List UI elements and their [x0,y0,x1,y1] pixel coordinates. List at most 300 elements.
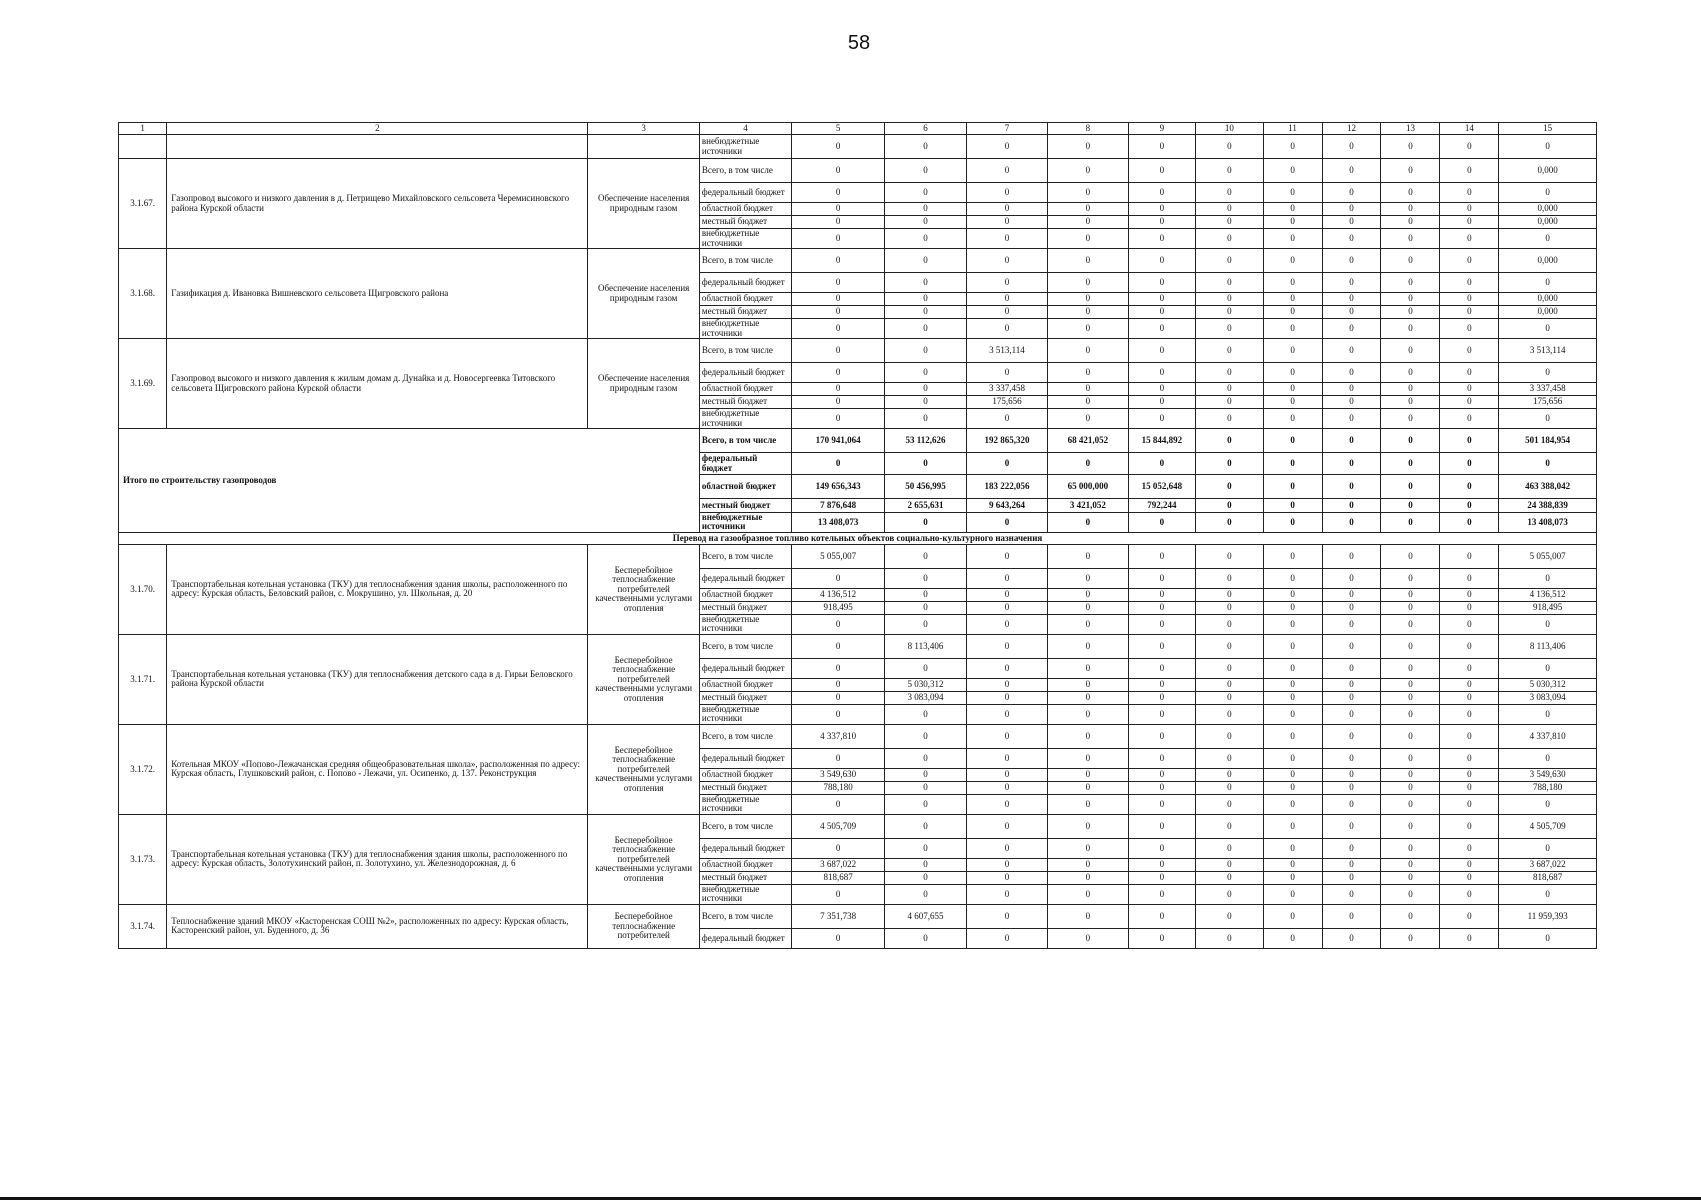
amount-col-11: 0 [1263,429,1322,453]
amount-col-9: 0 [1128,319,1196,339]
funding-source-label: областной бюджет [699,293,791,306]
amount-col-9: 0 [1128,568,1196,588]
amount-col-6: 53 112,626 [885,429,966,453]
amount-col-8: 0 [1048,724,1128,748]
amount-col-10: 0 [1196,429,1264,453]
amount-col-5: 4 505,709 [792,814,885,838]
amount-col-13: 0 [1381,229,1440,249]
amount-col-14: 0 [1440,634,1499,658]
amount-col-12: 0 [1322,409,1381,429]
amount-col-7: 0 [966,871,1047,884]
amount-col-12: 0 [1322,203,1381,216]
amount-col-13: 0 [1381,871,1440,884]
amount-col-8: 0 [1048,339,1128,363]
amount-col-14: 0 [1440,475,1499,499]
amount-col-7: 0 [966,814,1047,838]
amount-col-7: 183 222,056 [966,475,1047,499]
amount-col-8: 0 [1048,396,1128,409]
amount-col-11: 0 [1263,499,1322,513]
amount-col-14: 0 [1440,229,1499,249]
project-name: Транспортабельная котельная установка (ТКУ) для теплоснабжения здания школы, расположенного по адресу: Курская область, Золотухинский район, п. Золотухино, ул. Железнодорожная, д. 6 [167,814,588,904]
amount-col-13: 0 [1381,363,1440,383]
amount-col-15: 3 337,458 [1499,383,1597,396]
amount-col-6: 0 [885,768,966,781]
amount-col-7: 0 [966,748,1047,768]
amount-col-10: 0 [1196,704,1264,724]
amount-col-8: 0 [1048,453,1128,475]
amount-col-12: 0 [1322,781,1381,794]
amount-col-9: 0 [1128,306,1196,319]
amount-col-6: 0 [885,781,966,794]
amount-col-10: 0 [1196,453,1264,475]
total-row [119,429,1597,453]
amount-col-11: 0 [1263,781,1322,794]
page-number: 58 [847,32,871,54]
column-number-10: 10 [1196,123,1264,135]
column-number-6: 6 [885,123,966,135]
amount-col-13: 0 [1381,724,1440,748]
amount-col-8: 0 [1048,203,1128,216]
amount-col-12: 0 [1322,453,1381,475]
amount-col-15: 11 959,393 [1499,904,1597,928]
project-code: 3.1.69. [119,339,167,429]
amount-col-8: 0 [1048,159,1128,183]
amount-col-9: 0 [1128,904,1196,928]
amount-col-9: 0 [1128,691,1196,704]
amount-col-15: 0 [1499,794,1597,814]
amount-col-14: 0 [1440,544,1499,568]
amount-col-11: 0 [1263,363,1322,383]
amount-col-5: 13 408,073 [792,513,885,533]
amount-col-6: 0 [885,293,966,306]
amount-col-9: 0 [1128,704,1196,724]
amount-col-9: 0 [1128,229,1196,249]
amount-col-9: 15 844,892 [1128,429,1196,453]
amount-col-11: 0 [1263,409,1322,429]
amount-col-5: 0 [792,704,885,724]
project-purpose: Обеспечение населения природным газом [588,339,699,429]
amount-col-7: 0 [966,678,1047,691]
amount-col-9: 0 [1128,339,1196,363]
amount-col-6: 2 655,631 [885,499,966,513]
amount-col-11: 0 [1263,928,1322,948]
amount-col-7: 0 [966,691,1047,704]
amount-col-11: 0 [1263,704,1322,724]
funding-source-label: внебюджетные источники [699,794,791,814]
amount-col-11: 0 [1263,748,1322,768]
amount-col-13: 0 [1381,691,1440,704]
amount-col-8: 0 [1048,383,1128,396]
amount-col-11: 0 [1263,858,1322,871]
funding-source-label: Всего, в том числе [699,544,791,568]
amount-col-6: 0 [885,216,966,229]
project-code: 3.1.68. [119,249,167,339]
table-row [119,159,1597,183]
amount-col-9: 0 [1128,453,1196,475]
amount-col-15: 3 513,114 [1499,339,1597,363]
amount-col-10: 0 [1196,748,1264,768]
amount-col-11: 0 [1263,838,1322,858]
amount-col-14: 0 [1440,568,1499,588]
amount-col-14: 0 [1440,588,1499,601]
funding-source-label: областной бюджет [699,383,791,396]
amount-col-7: 0 [966,794,1047,814]
amount-col-7: 0 [966,614,1047,634]
column-number-14: 14 [1440,123,1499,135]
amount-col-6: 0 [885,409,966,429]
amount-col-9: 0 [1128,768,1196,781]
amount-col-10: 0 [1196,339,1264,363]
amount-col-6: 0 [885,658,966,678]
amount-col-13: 0 [1381,748,1440,768]
amount-col-14: 0 [1440,249,1499,273]
amount-col-5: 0 [792,453,885,475]
amount-col-9: 0 [1128,216,1196,229]
amount-col-9: 0 [1128,409,1196,429]
amount-col-6: 0 [885,383,966,396]
funding-source-label: местный бюджет [699,691,791,704]
funding-source-label: федеральный бюджет [699,363,791,383]
funding-source-label: Всего, в том числе [699,339,791,363]
amount-col-11: 0 [1263,724,1322,748]
amount-col-10: 0 [1196,363,1264,383]
amount-col-7: 0 [966,135,1047,159]
amount-col-5: 0 [792,794,885,814]
amount-col-10: 0 [1196,513,1264,533]
amount-col-6: 0 [885,339,966,363]
amount-col-14: 0 [1440,884,1499,904]
amount-col-15: 0,000 [1499,306,1597,319]
amount-col-11: 0 [1263,319,1322,339]
amount-col-7: 0 [966,658,1047,678]
amount-col-11: 0 [1263,658,1322,678]
amount-col-13: 0 [1381,928,1440,948]
amount-col-5: 3 687,022 [792,858,885,871]
amount-col-12: 0 [1322,568,1381,588]
funding-source-label: областной бюджет [699,678,791,691]
amount-col-13: 0 [1381,203,1440,216]
amount-col-14: 0 [1440,293,1499,306]
amount-col-9: 0 [1128,658,1196,678]
amount-col-8: 0 [1048,249,1128,273]
amount-col-13: 0 [1381,658,1440,678]
total-label: Итого по строительству газопроводов [119,429,700,533]
amount-col-7: 0 [966,249,1047,273]
amount-col-14: 0 [1440,183,1499,203]
amount-col-14: 0 [1440,601,1499,614]
amount-col-13: 0 [1381,513,1440,533]
amount-col-11: 0 [1263,203,1322,216]
project-name [167,135,588,159]
amount-col-8: 0 [1048,704,1128,724]
amount-col-5: 0 [792,216,885,229]
amount-col-11: 0 [1263,339,1322,363]
table-row [119,724,1597,748]
amount-col-15: 0 [1499,453,1597,475]
amount-col-10: 0 [1196,159,1264,183]
amount-col-15: 0 [1499,614,1597,634]
amount-col-12: 0 [1322,871,1381,884]
funding-source-label: местный бюджет [699,871,791,884]
amount-col-6: 0 [885,884,966,904]
amount-col-13: 0 [1381,601,1440,614]
amount-col-13: 0 [1381,568,1440,588]
funding-source-label: Всего, в том числе [699,814,791,838]
amount-col-7: 0 [966,409,1047,429]
amount-col-14: 0 [1440,838,1499,858]
amount-col-13: 0 [1381,475,1440,499]
table-row [119,339,1597,363]
amount-col-5: 0 [792,183,885,203]
amount-col-6: 0 [885,794,966,814]
amount-col-8: 0 [1048,838,1128,858]
funding-source-label: федеральный бюджет [699,838,791,858]
amount-col-9: 0 [1128,203,1196,216]
funding-source-label: внебюджетные источники [699,614,791,634]
amount-col-10: 0 [1196,838,1264,858]
amount-col-8: 0 [1048,768,1128,781]
amount-col-9: 0 [1128,794,1196,814]
amount-col-7: 175,656 [966,396,1047,409]
amount-col-8: 0 [1048,794,1128,814]
amount-col-15: 0 [1499,748,1597,768]
amount-col-12: 0 [1322,306,1381,319]
funding-source-label: внебюджетные источники [699,319,791,339]
amount-col-6: 0 [885,229,966,249]
amount-col-13: 0 [1381,293,1440,306]
amount-col-10: 0 [1196,588,1264,601]
amount-col-9: 0 [1128,293,1196,306]
amount-col-7: 3 513,114 [966,339,1047,363]
amount-col-11: 0 [1263,396,1322,409]
project-code: 3.1.70. [119,544,167,634]
amount-col-6: 5 030,312 [885,678,966,691]
amount-col-11: 0 [1263,678,1322,691]
funding-source-label: внебюджетные источники [699,704,791,724]
project-purpose: Обеспечение населения природным газом [588,249,699,339]
amount-col-15: 4 505,709 [1499,814,1597,838]
amount-col-6: 50 456,995 [885,475,966,499]
amount-col-8: 0 [1048,306,1128,319]
amount-col-12: 0 [1322,768,1381,781]
amount-col-11: 0 [1263,544,1322,568]
amount-col-5: 0 [792,273,885,293]
amount-col-8: 0 [1048,293,1128,306]
amount-col-9: 0 [1128,383,1196,396]
amount-col-6: 0 [885,183,966,203]
project-name: Теплоснабжение зданий МКОУ «Касторенская СОШ №2», расположенных по адресу: Курская область, Касторенский район, ул. Буденного, д. 36 [167,904,588,948]
amount-col-7: 0 [966,293,1047,306]
column-number-5: 5 [792,123,885,135]
amount-col-12: 0 [1322,216,1381,229]
amount-col-9: 0 [1128,678,1196,691]
amount-col-14: 0 [1440,704,1499,724]
amount-col-11: 0 [1263,601,1322,614]
amount-col-5: 0 [792,838,885,858]
amount-col-13: 0 [1381,396,1440,409]
funding-source-label: федеральный бюджет [699,568,791,588]
project-name: Котельная МКОУ «Попово-Лежачанская средняя общеобразовательная школа», расположенная по адресу: Курская область, Глушковский район, с. Попово - Лежачи, ул. Осипенко, д. 137. Реконструкция [167,724,588,814]
amount-col-14: 0 [1440,724,1499,748]
amount-col-11: 0 [1263,159,1322,183]
amount-col-11: 0 [1263,293,1322,306]
amount-col-8: 0 [1048,858,1128,871]
amount-col-15: 4 337,810 [1499,724,1597,748]
amount-col-7: 0 [966,704,1047,724]
amount-col-12: 0 [1322,159,1381,183]
project-name: Транспортабельная котельная установка (ТКУ) для теплоснабжения здания школы, расположенного по адресу: Курская область, Беловский район, с. Мокрушино, ул. Школьная, д. 20 [167,544,588,634]
amount-col-13: 0 [1381,704,1440,724]
funding-source-label: местный бюджет [699,781,791,794]
amount-col-5: 0 [792,203,885,216]
amount-col-12: 0 [1322,339,1381,363]
column-number-9: 9 [1128,123,1196,135]
project-code: 3.1.71. [119,634,167,724]
amount-col-5: 0 [792,383,885,396]
funding-source-label: федеральный бюджет [699,453,791,475]
amount-col-8: 0 [1048,513,1128,533]
amount-col-15: 4 136,512 [1499,588,1597,601]
amount-col-9: 0 [1128,183,1196,203]
amount-col-9: 0 [1128,838,1196,858]
amount-col-10: 0 [1196,203,1264,216]
column-number-13: 13 [1381,123,1440,135]
amount-col-12: 0 [1322,293,1381,306]
amount-col-6: 8 113,406 [885,634,966,658]
amount-col-10: 0 [1196,249,1264,273]
funding-source-label: Всего, в том числе [699,724,791,748]
amount-col-15: 0 [1499,658,1597,678]
amount-col-7: 0 [966,319,1047,339]
amount-col-10: 0 [1196,409,1264,429]
amount-col-15: 463 388,042 [1499,475,1597,499]
amount-col-6: 0 [885,724,966,748]
amount-col-11: 0 [1263,383,1322,396]
amount-col-15: 175,656 [1499,396,1597,409]
amount-col-9: 0 [1128,601,1196,614]
amount-col-5: 818,687 [792,871,885,884]
amount-col-15: 8 113,406 [1499,634,1597,658]
amount-col-8: 3 421,052 [1048,499,1128,513]
amount-col-5: 0 [792,409,885,429]
funding-source-label: местный бюджет [699,216,791,229]
amount-col-15: 0 [1499,229,1597,249]
amount-col-14: 0 [1440,691,1499,704]
amount-col-12: 0 [1322,904,1381,928]
amount-col-7: 0 [966,453,1047,475]
amount-col-7: 0 [966,544,1047,568]
amount-col-8: 0 [1048,691,1128,704]
amount-col-5: 4 337,810 [792,724,885,748]
amount-col-14: 0 [1440,159,1499,183]
amount-col-12: 0 [1322,544,1381,568]
amount-col-10: 0 [1196,568,1264,588]
amount-col-7: 0 [966,588,1047,601]
funding-source-label: областной бюджет [699,475,791,499]
amount-col-14: 0 [1440,678,1499,691]
amount-col-7: 0 [966,904,1047,928]
amount-col-10: 0 [1196,724,1264,748]
amount-col-12: 0 [1322,513,1381,533]
amount-col-9: 0 [1128,544,1196,568]
amount-col-6: 0 [885,363,966,383]
amount-col-10: 0 [1196,306,1264,319]
column-number-3: 3 [588,123,699,135]
amount-col-15: 0,000 [1499,293,1597,306]
amount-col-5: 0 [792,293,885,306]
amount-col-9: 0 [1128,396,1196,409]
amount-col-13: 0 [1381,409,1440,429]
amount-col-10: 0 [1196,768,1264,781]
amount-col-14: 0 [1440,135,1499,159]
amount-col-8: 0 [1048,409,1128,429]
amount-col-5: 0 [792,319,885,339]
amount-col-10: 0 [1196,814,1264,838]
funding-source-label: внебюджетные источники [699,884,791,904]
project-code: 3.1.73. [119,814,167,904]
amount-col-15: 0 [1499,704,1597,724]
amount-col-12: 0 [1322,704,1381,724]
funding-source-label: областной бюджет [699,588,791,601]
amount-col-5: 5 055,007 [792,544,885,568]
amount-col-6: 0 [885,159,966,183]
column-number-1: 1 [119,123,167,135]
funding-source-label: федеральный бюджет [699,273,791,293]
amount-col-6: 3 083,094 [885,691,966,704]
column-number-4: 4 [699,123,791,135]
amount-col-15: 0 [1499,838,1597,858]
amount-col-5: 0 [792,396,885,409]
amount-col-5: 0 [792,678,885,691]
amount-col-7: 0 [966,601,1047,614]
column-number-row [119,123,1597,135]
amount-col-6: 0 [885,306,966,319]
amount-col-10: 0 [1196,794,1264,814]
amount-col-11: 0 [1263,306,1322,319]
budget-table [118,122,1597,949]
amount-col-5: 0 [792,884,885,904]
amount-col-7: 0 [966,216,1047,229]
amount-col-6: 0 [885,838,966,858]
amount-col-13: 0 [1381,678,1440,691]
funding-source-label: областной бюджет [699,203,791,216]
amount-col-10: 0 [1196,293,1264,306]
amount-col-7: 0 [966,884,1047,904]
amount-col-5: 7 351,738 [792,904,885,928]
amount-col-5: 7 876,648 [792,499,885,513]
amount-col-12: 0 [1322,319,1381,339]
amount-col-10: 0 [1196,884,1264,904]
amount-col-15: 918,495 [1499,601,1597,614]
table-row [119,544,1597,568]
amount-col-14: 0 [1440,429,1499,453]
column-number-7: 7 [966,123,1047,135]
amount-col-13: 0 [1381,319,1440,339]
amount-col-11: 0 [1263,568,1322,588]
amount-col-12: 0 [1322,601,1381,614]
amount-col-7: 0 [966,838,1047,858]
amount-col-14: 0 [1440,319,1499,339]
amount-col-7: 0 [966,363,1047,383]
column-number-11: 11 [1263,123,1322,135]
amount-col-15: 0 [1499,363,1597,383]
amount-col-5: 0 [792,568,885,588]
amount-col-7: 0 [966,928,1047,948]
amount-col-13: 0 [1381,768,1440,781]
amount-col-13: 0 [1381,794,1440,814]
amount-col-6: 0 [885,814,966,838]
amount-col-9: 0 [1128,928,1196,948]
